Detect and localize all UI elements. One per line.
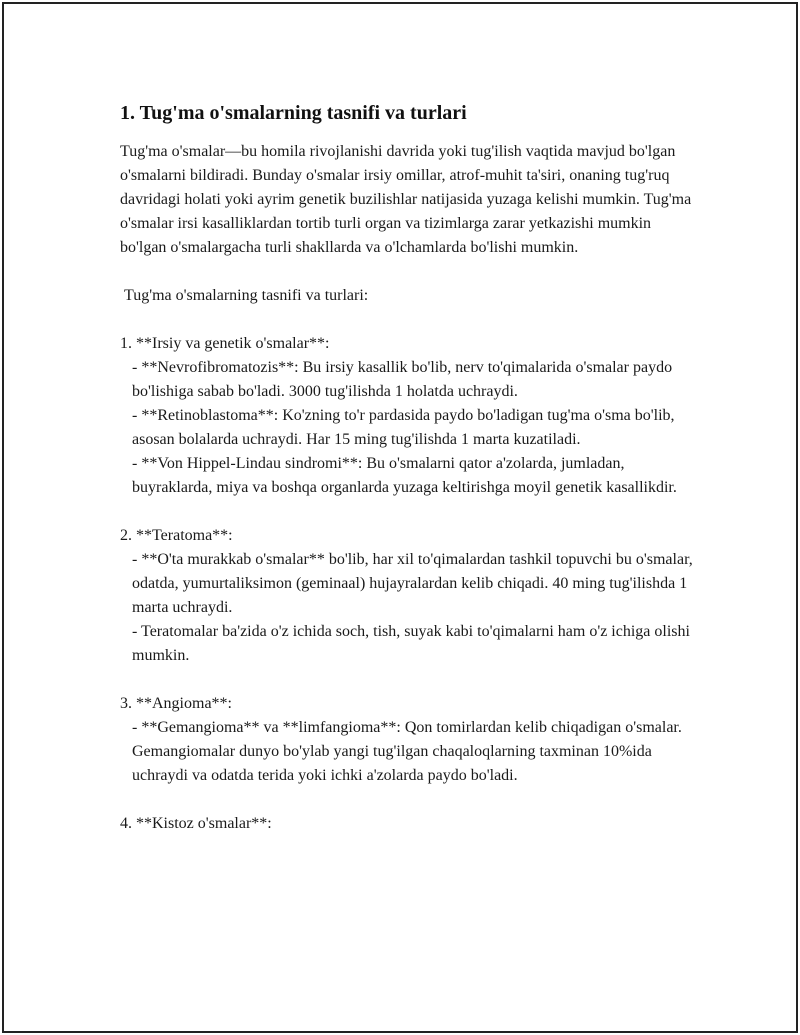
document-title: 1. Tug'ma o'smalarning tasnifi va turlari <box>120 102 467 124</box>
section-teratoma <box>120 524 700 668</box>
section-heading: 4. **Kistoz o'smalar**: <box>120 815 272 832</box>
section-angioma <box>120 692 700 788</box>
list-item: - **Retinoblastoma**: Ko'zning to'r pardasida paydo bo'ladigan tug'ma o'sma bo'lib, asosan bolalarda uchraydi. Har 15 ming tug'ilishda 1 marta kuzatiladi. <box>132 407 675 448</box>
list-item: - Teratomalar ba'zida o'z ichida soch, tish, suyak kabi to'qimalarni ham o'z ichiga olishi mumkin. <box>132 623 690 664</box>
section-heading: 3. **Angioma**: <box>120 695 232 712</box>
intro-paragraph: Tug'ma o'smalar—bu homila rivojlanishi davrida yoki tug'ilish vaqtida mavjud bo'lgan o'smalarni bildiradi. Bunday o'smalar irsiy omillar, atrof-muhit ta'siri, onaning tug'ruq davridagi holati yoki ayrim genetik buzilishlar natijasida yuzaga kelishi mumkin. Tug'ma o'smalar irsi kasalliklardan tortib turli organ va tizimlarga zarar yetkazishi mumkin bo'lgan o'smalargacha turli shakllarda va o'lchamlarda bo'lishi mumkin. <box>120 143 692 256</box>
section-cystic <box>120 812 700 836</box>
subtitle: Tug'ma o'smalarning tasnifi va turlari: <box>124 287 369 304</box>
list-item: - **Von Hippel-Lindau sindromi**: Bu o'smalarni qator a'zolarda, jumladan, buyraklarda, miya va boshqa organlarda yuzaga keltirishga moyil genetik kasallikdir. <box>132 455 677 496</box>
list-item: - **O'ta murakkab o'smalar** bo'lib, har xil to'qimalardan tashkil topuvchi bu o'smalar, odatda, yumurtaliksimon (geminaal) hujayralardan kelib chiqadi. 40 ming tug'ilishda 1 marta uchraydi. <box>132 551 693 616</box>
list-item: - **Gemangioma** va **limfangioma**: Qon tomirlardan kelib chiqadigan o'smalar. Gemangiomalar dunyo bo'ylab yangi tug'ilgan chaqaloqlarning taxminan 10%ida uchraydi va odatda terida yoki ichki a'zolarda paydo bo'ladi. <box>132 719 682 784</box>
page-frame <box>2 2 798 1033</box>
list-item: - **Nevrofibromatozis**: Bu irsiy kasallik bo'lib, nerv to'qimalarida o'smalar paydo bo'lishiga sabab bo'ladi. 3000 tug'ilishda 1 holatda uchraydi. <box>132 359 673 400</box>
document-body <box>120 100 700 836</box>
section-hereditary <box>120 332 700 500</box>
section-heading: 1. **Irsiy va genetik o'smalar**: <box>120 335 330 352</box>
section-heading: 2. **Teratoma**: <box>120 527 233 544</box>
